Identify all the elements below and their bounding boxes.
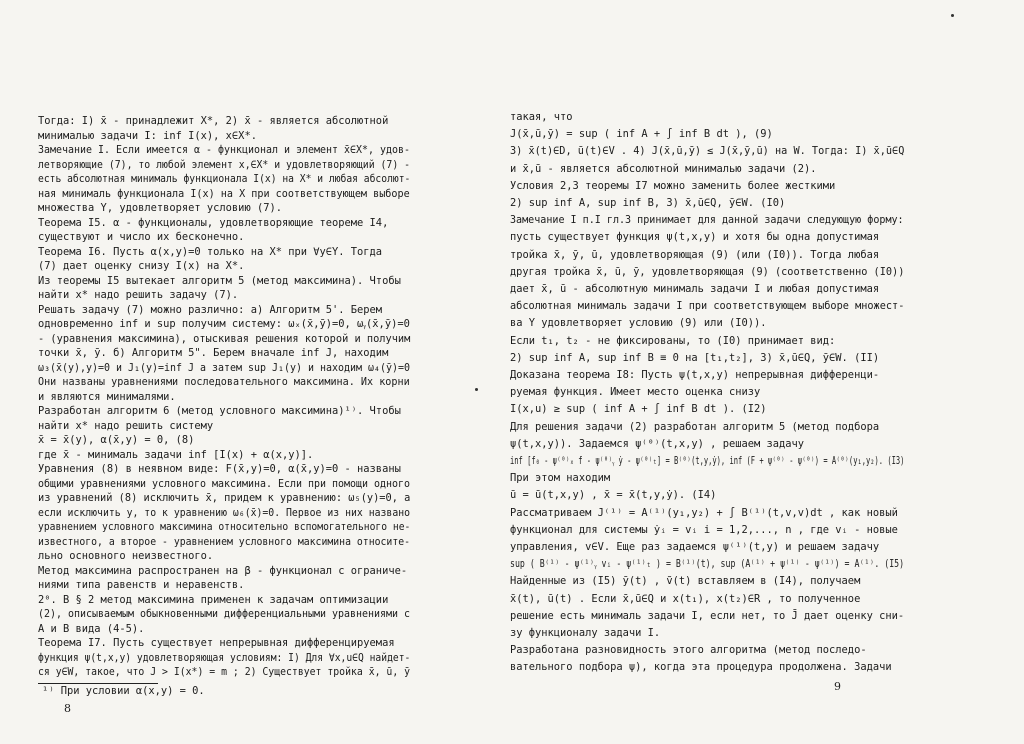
text-line: общими уравнениями условного максимина. Если при помощи одного	[38, 477, 410, 490]
text-line: ва Y удовлетворяет условию (9) или (I0)).	[510, 317, 767, 330]
text-line: известного, а второе - уравнением условного максимина относите-	[38, 535, 411, 548]
text-line: если исключить y, то к уравнению ω₆(x̄)=0. Первое из них названо	[38, 506, 411, 519]
text-line: J(x̄,ū,ȳ) = sup ( inf A + ∫ inf B dt ), (9)	[510, 128, 773, 141]
text-line: ся y∈W, такое, что J > I(x*) = m ; 2) Существует тройка x̄, ū, ȳ	[38, 666, 411, 678]
text-line: существуют и число их бесконечно.	[38, 231, 245, 243]
text-line: точки x̄, ȳ. б) Алгоритм 5". Берем вначале inf J, находим	[38, 347, 389, 359]
text-line: найти x* надо решить задачу (7).	[38, 289, 239, 301]
text-line: При этом находим	[510, 472, 611, 485]
right-page	[510, 0, 904, 744]
text-line: и x̄,ū - является абсолютной минималью задачи (2).	[510, 162, 817, 175]
text-line: летворяющие (7), то любой элемент x,∈X* и удовлетворяющий (7) -	[38, 158, 411, 171]
text-line: Они названы уравнениями последовательного максимина. Их корни	[38, 376, 410, 388]
scan-speck	[475, 388, 478, 391]
text-line: ū = ū(t,x,y) , x̄ = x̄(t,y,ẏ). (I4)	[510, 489, 717, 502]
text-line: Доказана теорема I8: Пусть ψ(t,x,y) непрерывная дифференци-	[510, 369, 880, 381]
text-line: Замечание I. Если имеется α - функционал и элемент x̄∈X*, удов-	[38, 144, 410, 156]
text-line: функционал для системы ẏᵢ = vᵢ i = 1,2,..., n , где vᵢ - новые	[510, 523, 898, 536]
text-line: Теорема I7. Пусть существует непрерывная дифференцируемая	[38, 637, 395, 649]
text-line: Метод максимина распространен на β - функционал с ограниче-	[38, 564, 408, 577]
footnote: ¹⁾ При условии α(x,y) = 0.	[42, 685, 205, 697]
text-line: 2) sup inf A, sup inf B ≡ 0 на [t₁,t₂], 3) x̄,ū∈Q, ȳ∈W. (II)	[510, 351, 880, 364]
left-page	[38, 0, 410, 744]
text-line: I(x,u) ≥ sup ( inf A + ∫ inf B dt ). (I2)	[510, 403, 767, 416]
text-line: зу функционалу задачи I.	[510, 627, 661, 639]
text-line: Если t₁, t₂ - не фиксированы, то (I0) принимает вид:	[510, 334, 836, 347]
page-number-left: 8	[64, 702, 71, 715]
text-line: 3) x̄(t)∈D, ū(t)∈V . 4) J(x̄,ū,ȳ) ≤ J(x̄,ȳ,ū) на W. Тогда: I) x̄,ū∈Q	[510, 145, 905, 158]
text-line: уравнением условного максимина относительно вспомогательного не-	[38, 521, 411, 533]
text-line: где x̄ - минималь задачи inf [I(x) + α(x,y)].	[38, 448, 314, 461]
text-line: найти x* надо решить систему	[38, 419, 214, 432]
text-line: ψ(t,x,y)). Задаемся ψ⁽⁰⁾(t,x,y) , решаем задачу	[510, 437, 805, 450]
text-line: такая, что	[510, 111, 573, 123]
text-line: множества Y, удовлетворяет условию (7).	[38, 202, 282, 214]
text-line: управления, v∈V. Еще раз задаемся ψ⁽¹⁾(t,y) и решаем задачу	[510, 541, 880, 553]
text-line: Тогда: I) x̄ - принадлежит X*, 2) x̄ - является абсолютной	[38, 115, 389, 127]
text-line: функция ψ(t,x,y) удовлетворяющая условиям: I) Для ∀x,u∈Q найдет-	[38, 651, 411, 664]
text-line: руемая функция. Имеет место оценка снизу	[510, 386, 761, 399]
text-line: льно основного неизвестного.	[38, 550, 214, 562]
text-line: Уравнения (8) в неявном виде: F(x̄,y)=0, α(x̄,y)=0 - названы	[38, 463, 401, 475]
text-line: Теорема I6. Пусть α(x,y)=0 только на X* при ∀y∈Y. Тогда	[38, 245, 383, 258]
text-line: ω₃(x̄(y),y)=0 и J₁(y)=inf J а затем sup J₁(y) и находим ω₄(ȳ)=0	[38, 361, 410, 374]
text-line: дает x̄, ū - абсолютную минималь задачи I и любая допустимая	[510, 283, 880, 295]
text-line: A и B вида (4-5).	[38, 622, 145, 635]
text-line: Разработана разновидность этого алгоритма (метод последо-	[510, 644, 867, 657]
text-line: ная минималь функционала I(x) на X при соответствующем выборе	[38, 187, 410, 200]
text-line: Замечание I п.I гл.3 принимает для данной задачи следующую форму:	[510, 214, 904, 227]
text-line: минималью задачи I: inf I(x), x∈X*.	[38, 129, 257, 142]
text-line: (2), описываемым обыкновенными дифференциальными уравнениями с	[38, 608, 410, 620]
text-line: Теорема I5. α - функционалы, удовлетворяющие теореме I4,	[38, 216, 389, 229]
text-line: одновременно inf и sup получим систему: ωₓ(x̄,ȳ)=0, ωᵧ(x̄,ȳ)=0	[38, 318, 410, 330]
text-line: другая тройка x̄, ū, ȳ, удовлетворяющая (9) (соответственно (I0))	[510, 265, 905, 278]
text-line: вательного подбора ψ), когда эта процедура продолжена. Задачи	[510, 661, 892, 674]
text-line: и являются минималями.	[38, 390, 176, 403]
text-line: x̄(t), ū(t) . Если x̄,ū∈Q и x(t₁), x(t₂)∈R , то полученное	[510, 592, 861, 605]
text-line: 2) sup inf A, sup inf B, 3) x̄,ū∈Q, ȳ∈W. (I0)	[510, 197, 786, 209]
scan-speck	[951, 14, 954, 17]
text-line: Условия 2,3 теоремы I7 можно заменить более жесткими	[510, 179, 836, 192]
page-number-right: 9	[834, 680, 841, 693]
text-line: из уравнений (8) исключить x̄, придем к уравнению: ω₅(y)=0, а	[38, 492, 411, 504]
text-line: - (уравнения максимина), отыскивая решения которой и получим	[38, 332, 411, 345]
text-line: абсолютная минималь задачи I при соответствующем выборе множест-	[510, 300, 905, 313]
text-line: x̄ = x̄(y), α(x̄,y) = 0, (8)	[38, 434, 195, 446]
text-line: Найденные из (I5) ȳ(t) , ṽ(t) вставляем в (I4), получаем	[510, 575, 861, 588]
text-line: Для решения задачи (2) разработан алгоритм 5 (метод подбора	[510, 420, 880, 433]
text-line: Из теоремы I5 вытекает алгоритм 5 (метод максимина). Чтобы	[38, 274, 401, 287]
text-line: 2⁰. В § 2 метод максимина применен к задачам оптимизации	[38, 593, 389, 606]
footnote-rule	[38, 683, 158, 684]
text-line: Разработан алгоритм 6 (метод условного максимина)¹⁾. Чтобы	[38, 405, 401, 417]
text-line: ниями типа равенств и неравенств.	[38, 579, 245, 591]
text-line: пусть существует функция ψ(t,x,y) и хотя бы одна допустимая	[510, 231, 880, 244]
text-line: Рассматриваем J⁽¹⁾ = A⁽¹⁾(y₁,y₂) + ∫ B⁽¹⁾(t,v,v)dt , как новый	[510, 506, 898, 519]
text-line: sup ( B⁽¹⁾ - ψ⁽¹⁾ᵧ vᵢ - ψ⁽¹⁾ₜ ) = B⁽¹⁾(t), sup (A⁽¹⁾ + ψ⁽¹⁾ - ψ⁽¹⁾) = A⁽¹⁾. (I5)	[510, 558, 905, 571]
text-line: тройка x̄, ȳ, ū, удовлетворяющая (9) (или (I0)). Тогда любая	[510, 248, 880, 261]
text-line: (7) дает оценку снизу I(x) на X*.	[38, 260, 245, 272]
text-line: inf [f₀ - ψ⁽⁰⁾ₓ f - ψ⁽⁰⁾ᵧ ẏ - ψ⁽⁰⁾ₜ] = B⁽⁰⁾(t,y,ẏ), inf (F + ψ⁽⁰⁾ - ψ⁽⁰⁾) = A⁽⁰⁾(y₁,y₂). (I3)	[510, 455, 905, 467]
text-line: решение есть минималь задачи I, если нет, то J̄ дает оценку сни-	[510, 609, 905, 622]
text-line: есть абсолютная минималь функционала I(x) на X* и любая абсолют-	[38, 173, 411, 185]
text-line: Решать задачу (7) можно различно: а) Алгоритм 5'. Берем	[38, 303, 383, 316]
